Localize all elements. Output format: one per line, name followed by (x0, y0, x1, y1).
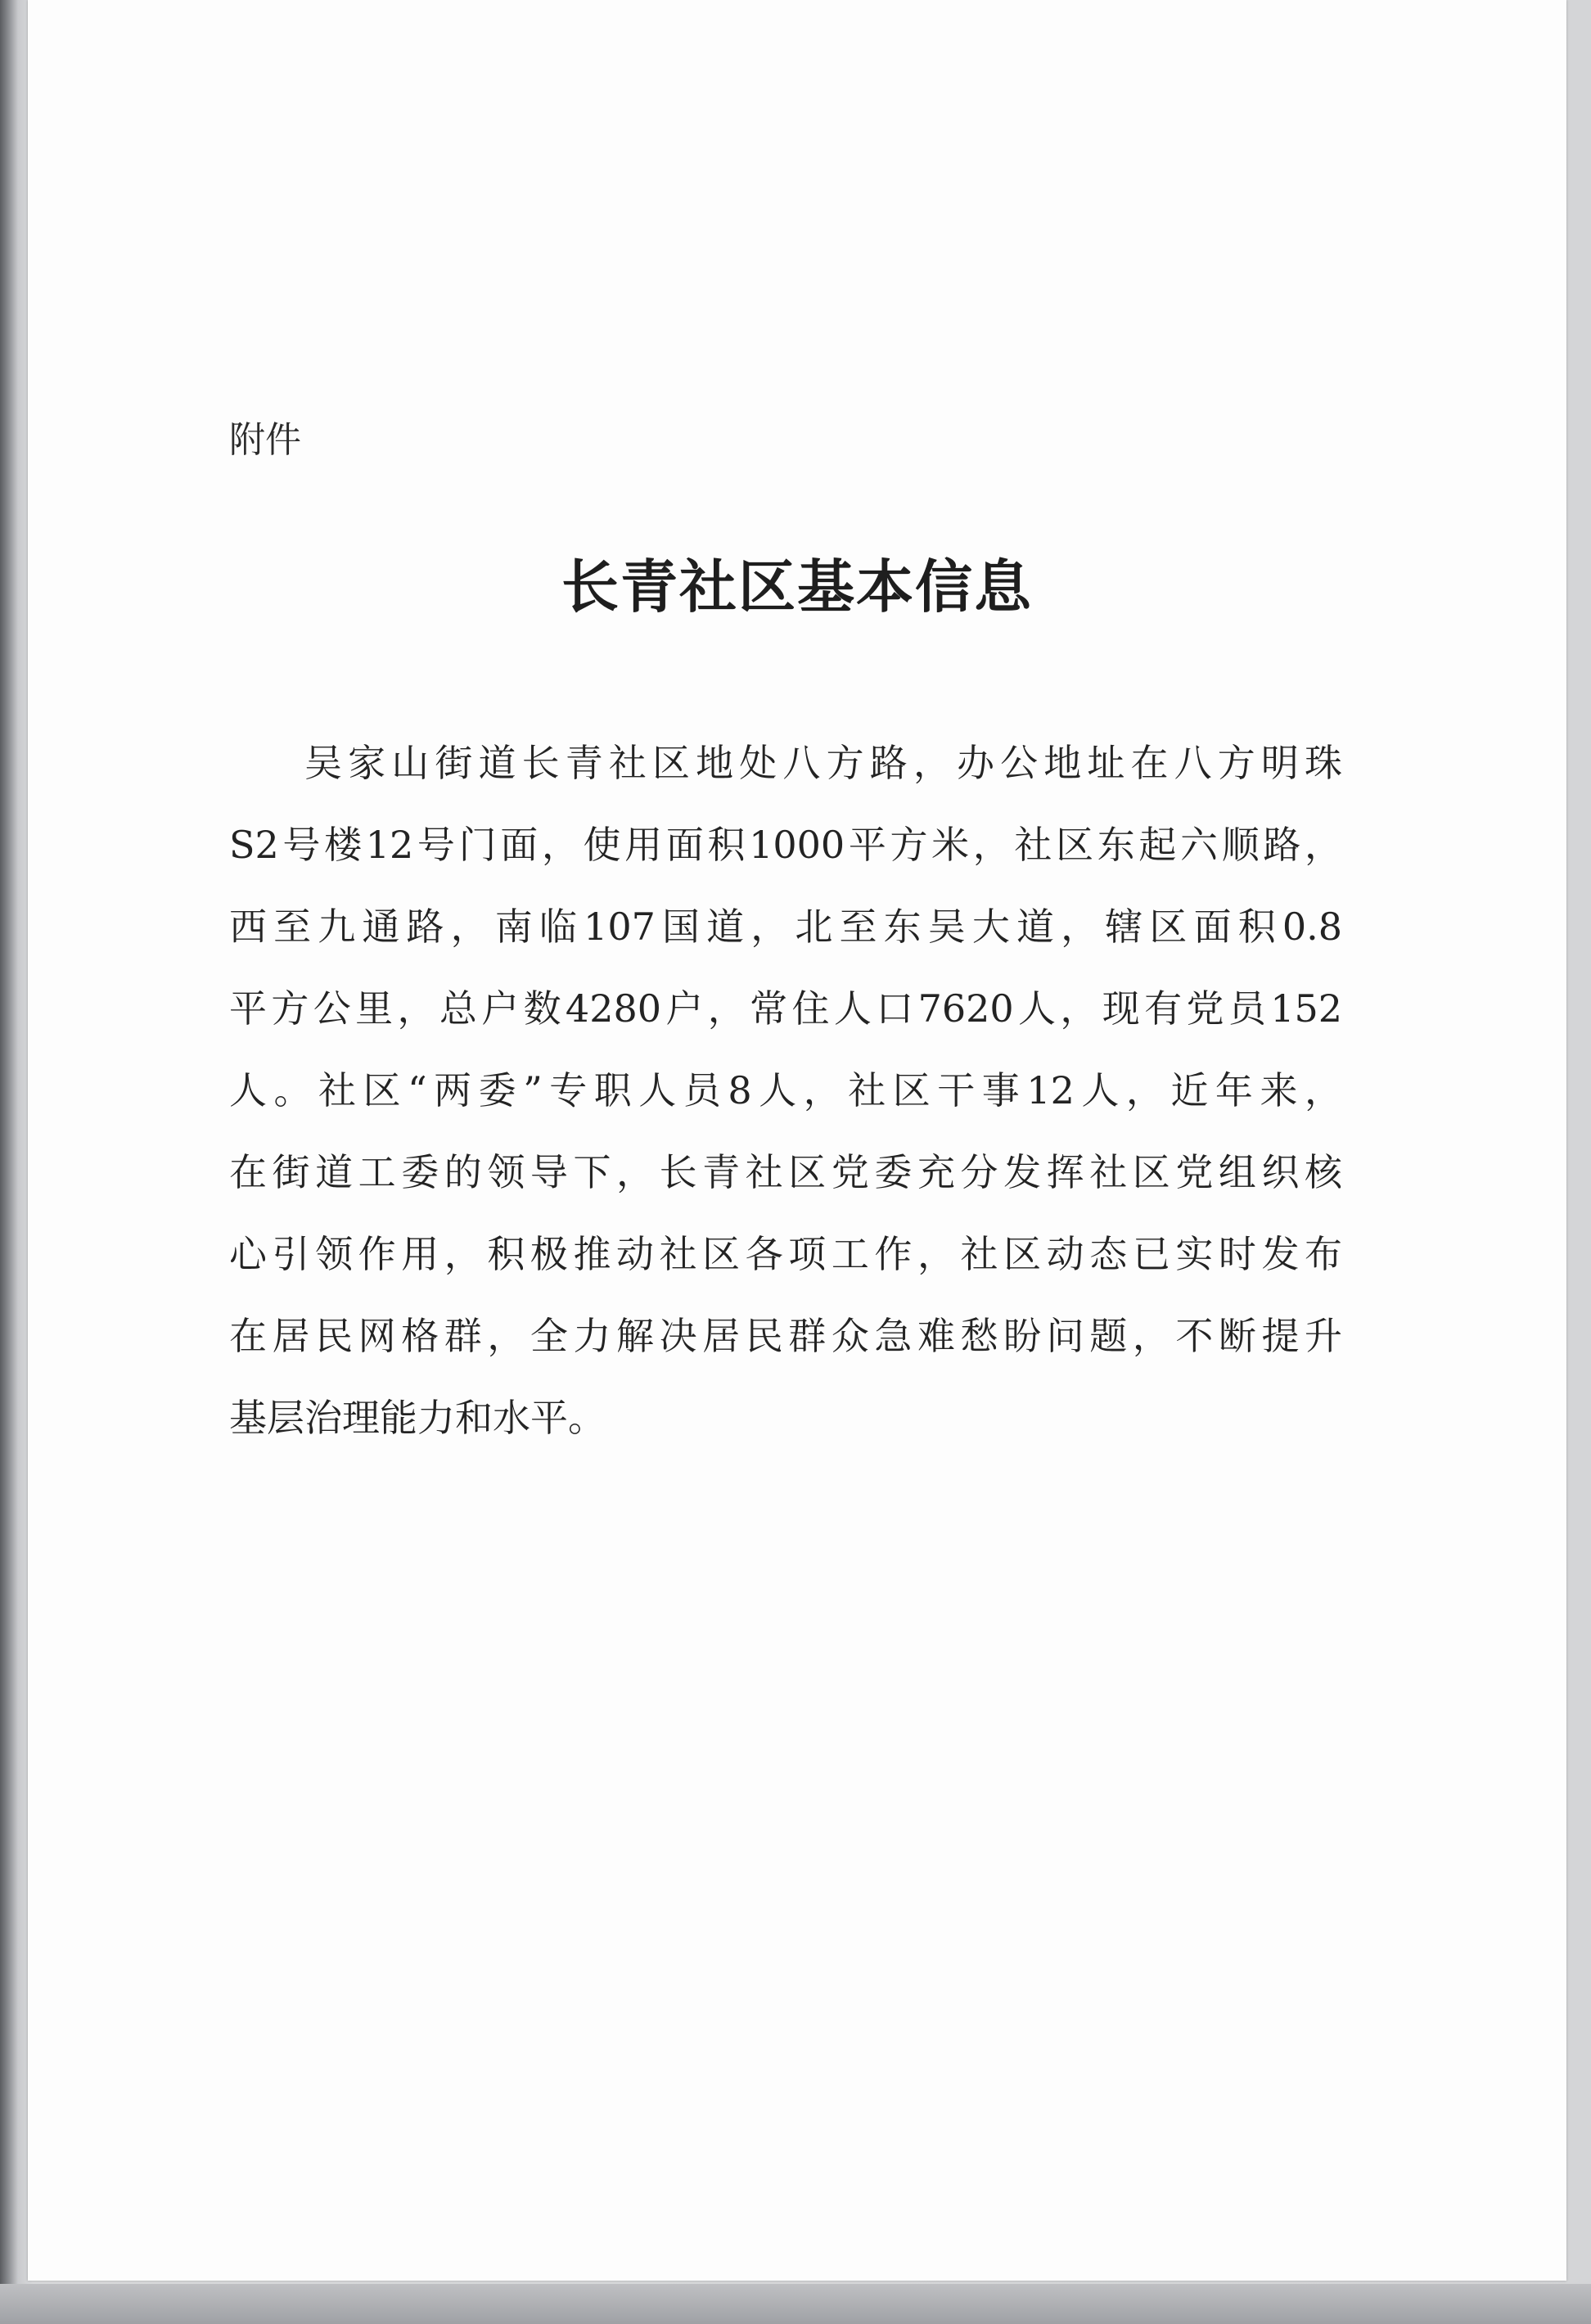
body-line-6: 在街道工委的领导下，长青社区党委充分发挥社区党组织核 (229, 1150, 1342, 1194)
attachment-label: 附件 (229, 419, 301, 461)
body-line-9: 基层治理能力和水平。 (229, 1396, 606, 1440)
body-line-7: 心引领作用，积极推动社区各项工作，社区动态已实时发布 (229, 1232, 1342, 1276)
body-line-1: 吴家山街道长青社区地处八方路，办公地址在八方明珠 (304, 741, 1342, 785)
body-line-5: 人。社区“两委”专职人员8人，社区干事12人，近年来， (229, 1068, 1342, 1112)
body-paragraph (229, 722, 1342, 1459)
desk-bottom-edge (0, 2284, 1591, 2324)
document-title: 长青社区基本信息 (561, 553, 1033, 620)
body-line-4: 平方公里，总户数4280户，常住人口7620人，现有党员152 (229, 986, 1342, 1031)
body-line-2: S2号楼12号门面，使用面积1000平方米，社区东起六顺路， (229, 823, 1342, 867)
body-line-8: 在居民网格群，全力解决居民群众急难愁盼问题，不断提升 (229, 1314, 1342, 1358)
body-line-3: 西至九通路，南临107国道，北至东吴大道，辖区面积0.8 (229, 905, 1342, 949)
paper-sheet (28, 0, 1566, 2281)
